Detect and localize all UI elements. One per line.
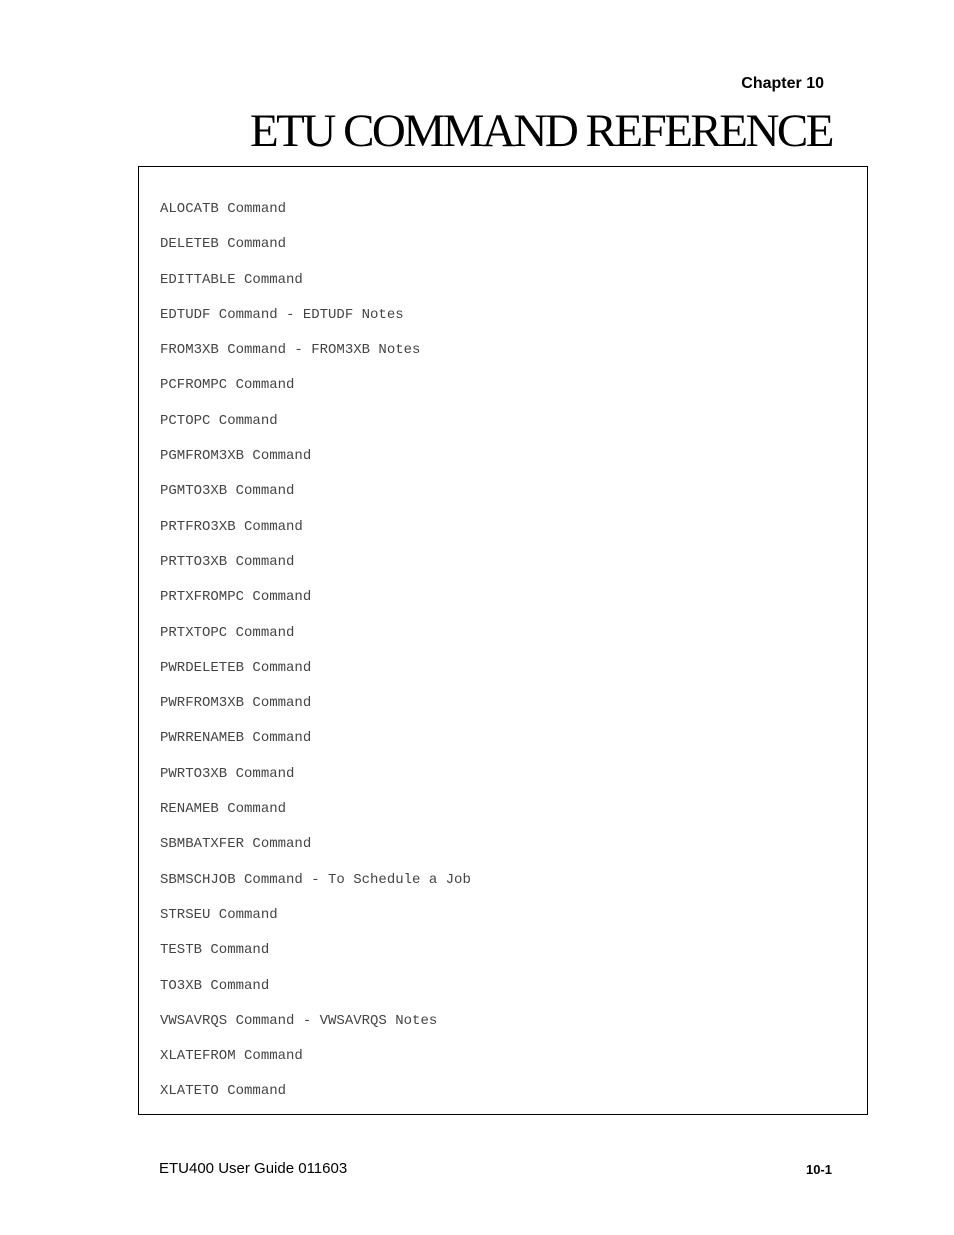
page-title: ETU COMMAND REFERENCE xyxy=(249,105,832,157)
toc-item-pgmto3xb[interactable]: PGMTO3XB Command xyxy=(160,483,295,500)
toc-item-xlatefrom[interactable]: XLATEFROM Command xyxy=(160,1048,303,1065)
footer-page-number: 10-1 xyxy=(805,1162,832,1177)
toc-item-strseu[interactable]: STRSEU Command xyxy=(160,906,278,923)
toc-item-testb[interactable]: TESTB Command xyxy=(160,942,270,959)
toc-item-xlateto[interactable]: XLATETO Command xyxy=(160,1083,287,1100)
toc-item-pcfrompc[interactable]: PCFROMPC Command xyxy=(160,377,295,394)
toc-item-alocatb[interactable]: ALOCATB Command xyxy=(160,201,287,217)
footer-document-title: ETU400 User Guide 011603 xyxy=(159,1160,348,1177)
toc-item-sbmschjob[interactable]: SBMSCHJOB Command - To Schedule a Job xyxy=(160,871,471,888)
chapter-label: Chapter 10 xyxy=(741,75,824,92)
command-list xyxy=(160,200,471,1118)
toc-item-renameb[interactable]: RENAMEB Command xyxy=(160,801,287,818)
toc-item-vwsavrqs[interactable]: VWSAVRQS Command - VWSAVRQS Notes xyxy=(160,1012,438,1029)
toc-item-pwrdeleteb[interactable]: PWRDELETEB Command xyxy=(160,659,312,676)
toc-item-to3xb[interactable]: TO3XB Command xyxy=(160,977,270,994)
toc-item-pwrfrom3xb[interactable]: PWRFROM3XB Command xyxy=(160,695,312,712)
toc-item-prtto3xb[interactable]: PRTTO3XB Command xyxy=(160,553,295,570)
toc-item-prtfro3xb[interactable]: PRTFRO3XB Command xyxy=(160,518,303,535)
toc-item-pwrto3xb[interactable]: PWRTO3XB Command xyxy=(160,765,295,782)
toc-item-pwrrenameb[interactable]: PWRRENAMEB Command xyxy=(160,730,312,747)
toc-item-deleteb[interactable]: DELETEB Command xyxy=(160,236,287,253)
toc-item-sbmbatxfer[interactable]: SBMBATXFER Command xyxy=(160,836,312,853)
toc-item-from3xb[interactable]: FROM3XB Command - FROM3XB Notes xyxy=(160,342,421,359)
toc-item-pgmfrom3xb[interactable]: PGMFROM3XB Command xyxy=(160,448,312,465)
toc-item-edittable[interactable]: EDITTABLE Command xyxy=(160,271,303,288)
toc-item-prtxfrompc[interactable]: PRTXFROMPC Command xyxy=(160,589,312,606)
chapter-contents-box xyxy=(138,166,868,1115)
toc-item-edtudf[interactable]: EDTUDF Command - EDTUDF Notes xyxy=(160,306,404,323)
toc-item-pctopc[interactable]: PCTOPC Command xyxy=(160,412,278,429)
toc-item-prtxtopc[interactable]: PRTXTOPC Command xyxy=(160,624,295,641)
